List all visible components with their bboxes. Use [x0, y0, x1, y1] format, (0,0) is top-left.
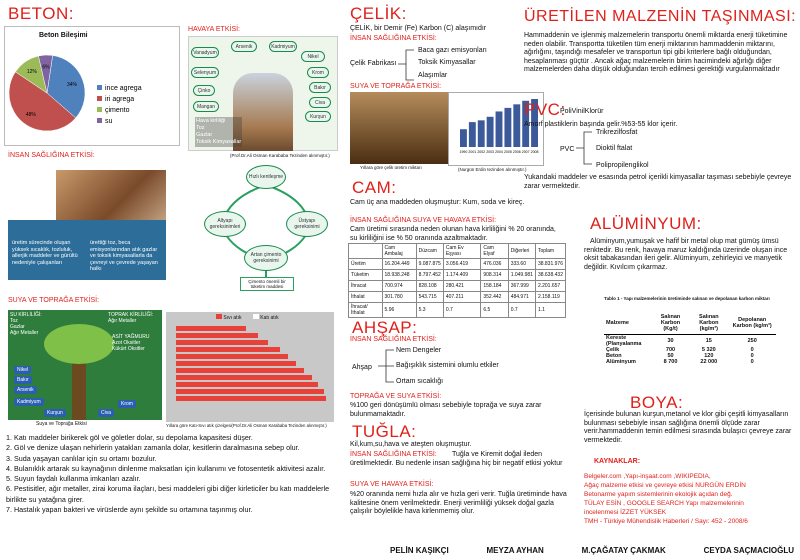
- havaya-item: Nikel: [301, 51, 325, 62]
- tree-leaf: Arsenik: [14, 386, 37, 394]
- tree-leaf: Civa: [98, 409, 114, 417]
- beton-effects-list: [6, 433, 336, 515]
- table-cell: 9.087.875: [416, 259, 443, 270]
- table-cell: 333.60: [508, 259, 535, 270]
- table-cell: 0: [750, 347, 754, 353]
- table-cell: 407.211: [443, 292, 481, 303]
- cam-text: Cam üretimi sırasında neden olunan hava kirliliğini % 20 oranında, su kirliliğini ise % 50 oranında azaltmaktadır.: [350, 226, 556, 242]
- ahsap-title: AHŞAP:: [352, 318, 418, 337]
- celik-item: Toksik Kimyasallar: [418, 59, 476, 66]
- table-cell: 5 320: [701, 347, 716, 353]
- table-cell: Cam Ev Eşyası: [443, 244, 481, 259]
- table-header-cell: Depolanan Karbon (kg/m³): [728, 314, 776, 335]
- celik-bar: [513, 104, 520, 147]
- kaynak-line: TÜLAY ESİN , GOOGLE SEARCH Yapı malzemelerinin: [584, 500, 744, 507]
- table-cell: 828.108: [416, 281, 443, 292]
- list-item: birlikte su yatağına girer.: [6, 494, 84, 504]
- pvc-intro: Amorf plastiklerin başında gelir.%53-55 klor içerir.: [524, 121, 678, 128]
- table-row: [349, 259, 566, 270]
- table-cell: 22 000: [700, 359, 718, 365]
- table-cell: Diğerleri: [508, 244, 535, 259]
- table-cell: 1.049.981: [508, 270, 535, 281]
- celik-bar: [487, 117, 494, 147]
- table-cell: 8 700: [663, 359, 678, 365]
- tasima-title: ÜRETİLEN MALZENİN TAŞINMASI:: [524, 8, 797, 25]
- table-cell: 1.1: [535, 303, 565, 318]
- table-cell: 2.158.119: [535, 292, 565, 303]
- legend-label: iri agrega: [105, 96, 135, 103]
- author: M.ÇAĞATAY ÇAKMAK: [581, 546, 666, 555]
- table-cell: İhracat: [349, 281, 383, 292]
- ahsap-insan-title: İNSAN SAĞLIĞINA ETKİSİ:: [350, 336, 437, 343]
- author: PELİN KAŞIKÇI: [390, 546, 449, 555]
- legend-swatch-white: [253, 314, 259, 319]
- havaya-item: Kadmiyum: [269, 41, 297, 52]
- tugla-intro: Kil,kum,su,hava ve ateşten oluşmuştur.: [350, 441, 472, 448]
- bar: [176, 347, 280, 352]
- celik-tick-label: 2008: [530, 150, 539, 154]
- tugla-insan-title: İNSAN SAĞLIĞINA ETKİSİ:: [350, 451, 437, 458]
- celik-toprak-title: SUYA VE TOPRAĞA ETKİSİ:: [350, 83, 442, 90]
- legend-label: Katı atık: [260, 315, 279, 321]
- table-cell: Beton: [606, 353, 622, 359]
- kaynaklar-title: KAYNAKLAR:: [594, 458, 641, 465]
- tree-caption: Suya ve Toprağa Etkisi: [36, 421, 87, 427]
- celik-item: Alaşımlar: [418, 72, 448, 79]
- pvc-title: PVC:: [524, 100, 566, 119]
- list-item: 5. Suyun faydalı kullanma imkanları azalır.: [6, 474, 141, 484]
- table-cell: 16.204.449: [382, 259, 416, 270]
- bar: [176, 375, 312, 380]
- celik-intro: ÇELİK, bir Demir (Fe) Karbon (C) alaşımıdır: [350, 25, 487, 32]
- legend-swatch: [97, 96, 102, 101]
- table-cell: Kereste (Planyalanma: [606, 335, 642, 347]
- celik-item: Baca gazı emisyonları: [418, 47, 487, 54]
- havaya-item: Bakır: [309, 82, 331, 93]
- legend-swatch: [97, 85, 102, 90]
- list-item: 4. Bulanıklık artarak su kaynağının dinlenme maksatları için kullanımı ve fotosentetik aktivitesi azalır.: [6, 463, 326, 473]
- bar: [176, 340, 268, 345]
- pie-label: 6%: [42, 64, 50, 71]
- bar: [176, 396, 326, 401]
- ahsap-text: %100 geri dönüşümlü olması sebebiyle toprağa ve suya zarar bulunmamaktadır.: [350, 402, 542, 418]
- karbon-table-title: Tablo 1 - Yapı malzemelerinin üretiminde salınan ve depolanan karbon miktarı: [604, 296, 770, 301]
- table-cell: 0.7: [443, 303, 481, 318]
- table-cell: 352.442: [481, 292, 508, 303]
- boya-text: İçerisinde bulunan kurşun,metanol ve klor gibi çeşitli kimyasalların bulunması sebebiyle insan sağlığına önemli ölçüde zarar verir.hammaddenin temin edilmesi sırasında bulaşıcı çevreye zarar vermektedir.: [584, 411, 792, 444]
- bar: [176, 333, 258, 338]
- legend-swatch-red: [216, 314, 222, 319]
- aluminyum-title: ALÜMİNYUM:: [590, 214, 702, 233]
- table-cell: 30: [667, 338, 674, 344]
- celik-bar: [469, 122, 476, 147]
- table-header-cell: Salınan Karbon (Kg/t): [652, 314, 690, 335]
- table-cell: 0: [750, 359, 754, 365]
- insan-box2: ürettiği toz, beca emisyonlarından atık gazlar ve toksik kimyasallarla da çevreyi ve çevrede yaşayan halkı: [90, 240, 158, 272]
- bar: [176, 354, 288, 359]
- pvc-item: Trikrezilfosfat: [596, 129, 638, 136]
- cycle-node: Artan çimento gereksinimi: [244, 245, 288, 271]
- kaynak-line: Ağaç malzeme etkisi ve çevreye etkisi NURGÜN ERDİN: [584, 482, 746, 489]
- list-item: 2. Göl ve denize ulaşan nehirlerin yatakları zamanla dolar, kesitlerin daralmasına sebep olur.: [6, 443, 300, 453]
- authors: [390, 546, 794, 555]
- steel-factory-image: [350, 92, 448, 164]
- tree-leaf: Nikel: [14, 366, 31, 374]
- waste-bar-chart: [166, 312, 334, 422]
- table-cell: 6.5: [481, 303, 508, 318]
- tree-leaf: Bakır: [14, 376, 32, 384]
- cam-intro: Cam üç ana maddeden oluşmuştur: Kum, soda ve kireç.: [350, 199, 525, 206]
- havaya-caption: Hava kirliliği Toz Gazlar Toksik Kimyasallar: [196, 118, 242, 145]
- table-cell: 5.3: [416, 303, 443, 318]
- havaya-item: Mangan: [193, 101, 219, 112]
- table-row: [604, 359, 776, 365]
- celik-bar: [478, 120, 485, 147]
- table-cell: 543.715: [416, 292, 443, 303]
- tree-crown: [44, 324, 114, 364]
- kaynaklar-box: [584, 458, 794, 526]
- toprak-kirliligi: TOPRAK KİRLİLİĞİ: Ağır Metaller: [108, 312, 154, 324]
- table-cell: Alüminyum: [606, 359, 636, 365]
- legend-label: ince agrega: [105, 85, 142, 92]
- cam-table: [348, 243, 566, 318]
- celik-tick-label: 2004: [495, 150, 503, 154]
- celik-tick-label: 2006: [512, 150, 521, 154]
- celik-brace: [396, 46, 416, 84]
- kaynak-line: Belgeler.com ,Yapı-inşaat.com ,WIKIPEDIA,: [584, 473, 711, 480]
- pvc-text: Yukandaki maddeler ve esasında petrol içerikli kimyasallar taşıması sebebiyle çevreye zarar vermektedir.: [524, 174, 792, 190]
- author: MEYZA AYHAN: [486, 546, 544, 555]
- havaya-item: Arsenik: [231, 41, 257, 52]
- table-header-row: [604, 314, 776, 335]
- kaynak-line: Betonarme yapım sistemlerinin ekolojik açıdan değ.: [584, 491, 733, 498]
- table-cell: [349, 244, 383, 259]
- havaya-title: HAVAYA ETKİSİ:: [188, 26, 240, 33]
- celik-tick-label: 2002: [477, 150, 486, 154]
- asit-yagmuru: ASİT YAĞMURU Azot Oksitler Kükürt Oksitler: [112, 334, 150, 352]
- table-row: [349, 270, 566, 281]
- cycle-node: Hızlı kentleşme: [246, 165, 286, 189]
- table-row: [349, 281, 566, 292]
- table-cell: 158.184: [481, 281, 508, 292]
- su-kirliligi: SU KİRLİLİĞİ: Toz Gazlar Ağır Metaller: [10, 312, 42, 336]
- list-item: 3. Suda yaşayan canlılar için su ortamı bozulur.: [6, 453, 157, 463]
- table-row: [349, 303, 566, 318]
- table-cell: Toplam: [535, 244, 565, 259]
- celik-tick-label: 2001: [468, 150, 477, 154]
- havaya-item: Kurşun: [305, 111, 331, 122]
- legend-label: çimento: [105, 107, 130, 114]
- cement-factory-image: [56, 170, 166, 220]
- table-cell: Üretim: [349, 259, 383, 270]
- tugla-insan-text: Tuğla ve Kiremit doğal ileden üretilmektedir. Bu nedenle insan sağlığına hiç bir negatif etkisi yoktur: [350, 451, 563, 467]
- table-cell: Cam Elyaf: [481, 244, 508, 259]
- pie-svg: [5, 45, 181, 145]
- beton-title: BETON:: [8, 4, 74, 23]
- table-cell: 280.421: [443, 281, 481, 292]
- table-cell: 0: [750, 353, 754, 359]
- celik-tick-label: 1990: [459, 150, 468, 154]
- table-cell: 908.314: [481, 270, 508, 281]
- beton-toprak-title: SUYA VE TOPRAĞA ETKİSİ:: [8, 297, 100, 304]
- table-cell: 3.056.419: [443, 259, 481, 270]
- beton-pie-chart: [4, 26, 180, 146]
- list-item: 1. Katı maddeler birikerek göl ve göletler dolar, su depolama kapasitesi düşer.: [6, 433, 253, 442]
- table-header-cell: Malzeme: [604, 314, 652, 335]
- pie-label: 12%: [26, 69, 37, 76]
- table-cell: 476.036: [481, 259, 508, 270]
- havaya-item: Vanadyum: [191, 47, 219, 58]
- table-row: [349, 292, 566, 303]
- cycle-footer: Çimento önemli bir tüketim maddesi: [240, 277, 294, 291]
- list-item: 6. Pestisitler, ağır metaller, zirai koruma ilaçları, besi maddeleri gibi diğer kirleticiler bu katı maddelerle: [6, 484, 330, 494]
- pvc-center: PVC: [560, 146, 575, 153]
- table-cell: 250: [747, 338, 757, 344]
- ahsap-center: Ahşap: [352, 364, 372, 371]
- ahsap-item: Ortam sıcaklığı: [396, 378, 444, 385]
- bar: [176, 368, 304, 373]
- insan-boxes: [8, 220, 166, 280]
- insan-box1: üretim sürecinde oluşan yüksek sıcaklık, tozluluk, allerjik maddeler ve gürültü nedeniyle çalışanları: [12, 240, 78, 266]
- tree-leaf: Kadmiyum: [14, 398, 44, 406]
- table-cell: 2.201.657: [535, 281, 565, 292]
- celik-insan-title: İNSAN SAĞLIĞINA ETKİSİ:: [350, 35, 437, 42]
- havaya-source: (Prof.Dr.Ali Osman Karababa Tezinden alınmıştır.): [230, 153, 330, 158]
- table-cell: İhracat/İthalat: [349, 303, 383, 318]
- table-row: [604, 335, 776, 348]
- tugla-hava-text: %20 oranında nemi hızla alır ve hızla geri verir. Tuğla üretiminde hava kalitesine önem verilmektedir. Enerji verimliliği yüksek doğal gazla çalışılır böylelikle hava kirlenmemiş olur.: [350, 491, 567, 515]
- legend-label: Sıvı atık: [223, 315, 242, 321]
- table-cell: 0.7: [508, 303, 535, 318]
- legend-label: su: [105, 118, 113, 125]
- celik-tick-label: 2003: [486, 150, 495, 154]
- havaya-item: Krom: [307, 67, 329, 78]
- tugla-hava-title: SUYA VE HAVAYA ETKİSİ:: [350, 481, 434, 488]
- pvc-item: Dioktil ftalat: [596, 145, 633, 152]
- havaya-item: Çinko: [193, 85, 215, 96]
- table-cell: Cam Ambalaj: [382, 244, 416, 259]
- table-cell: İthalat: [349, 292, 383, 303]
- table-cell: 700.974: [382, 281, 416, 292]
- cycle-diagram: [196, 165, 336, 295]
- tree-leaf: Krom: [118, 400, 136, 408]
- table-cell: Tüketim: [349, 270, 383, 281]
- havaya-diagram: [188, 36, 338, 151]
- celik-bar: [460, 129, 467, 147]
- havaya-item: Selenyum: [191, 67, 219, 78]
- table-row: [349, 244, 566, 259]
- cycle-node: Üstyapı gereksinimi: [286, 211, 328, 237]
- table-cell: 5.96: [382, 303, 416, 318]
- table-cell: 38.638.432: [535, 270, 565, 281]
- table-cell: 301.780: [382, 292, 416, 303]
- ahsap-brace: [376, 346, 396, 386]
- ahsap-item: Nem Dengeler: [396, 347, 442, 354]
- table-header-cell: Salınan Karbon (kg/m³): [689, 314, 728, 335]
- table-cell: 1.174.409: [443, 270, 481, 281]
- celik-chart-source: (Nurgün Erdin tezinden alınmıştır.): [458, 167, 527, 172]
- table-cell: 15: [705, 338, 712, 344]
- tree-leaf: Kurşun: [44, 409, 66, 417]
- bar: [176, 361, 296, 366]
- bar: [176, 326, 246, 331]
- bar-legend: [216, 314, 279, 321]
- table-cell: 8.797.452: [416, 270, 443, 281]
- celik-tick-label: 2005: [503, 150, 512, 154]
- beton-insan-title: İNSAN SAĞLIĞINA ETKİSİ:: [8, 152, 95, 159]
- celik-chart-caption: Yıllara göre çelik üretim miktarı: [360, 165, 422, 170]
- havaya-item: Civa: [309, 97, 331, 108]
- tugla-title: TUĞLA:: [352, 422, 417, 441]
- pvc-brace: [576, 128, 594, 168]
- cam-title: CAM:: [352, 178, 397, 197]
- pvc-item: Polipropilenglikol: [596, 162, 649, 169]
- waste-bars: [176, 326, 328, 401]
- table-cell: 120: [704, 353, 714, 359]
- legend-swatch: [97, 118, 102, 123]
- celik-bar: [504, 108, 511, 147]
- pie-title: Beton Bileşimi: [39, 32, 88, 39]
- karbon-table: [604, 314, 776, 365]
- bar-caption: Yıllara göre Katı-Sıvı atık çizelgesi(Prof.Dr.Ali Osman Karababa Tezinden alınmıştır.): [166, 423, 327, 428]
- legend-swatch: [97, 107, 102, 112]
- bar: [176, 389, 324, 394]
- aluminyum-text: Alüminyum,yumuşak ve hafif bir metal olup mat gümüş ümsü renktedir. Bu renk, havaya maruz kaldığında üzerinde oluşan ince oksit tabakasından ileri gelir. Alüminyum, zehirleyici ve manyetik değildir. Kıvılcım çıkarmaz.: [584, 238, 788, 271]
- kaynaklar-list: [584, 472, 794, 526]
- table-cell: 484.971: [508, 292, 535, 303]
- tree-diagram: [8, 310, 162, 420]
- pvc-subtitle: PoliVinilKlorür: [560, 108, 604, 115]
- table-cell: 367.999: [508, 281, 535, 292]
- table-cell: 38.831.976: [535, 259, 565, 270]
- kaynak-line: TMH - Türkiye Mühendislik Haberleri / Sayı: 452 - 2008/6: [584, 518, 748, 525]
- table-cell: Düzcam: [416, 244, 443, 259]
- pie-label: 34%: [66, 81, 77, 88]
- ahsap-toprak-title: TOPRAĞA VE SUYA ETKİSİ:: [350, 393, 442, 400]
- cycle-node: Altyapı gereksinimleri: [204, 211, 246, 237]
- ahsap-item: Bağışıklık sistemini olumlu etkiler: [396, 362, 499, 369]
- boya-title: BOYA:: [630, 393, 684, 412]
- table-cell: 18.938.248: [382, 270, 416, 281]
- celik-title: ÇELİK:: [350, 4, 407, 23]
- cam-insan-title: İNSAN SAĞLIĞINA SUYA VE HAVAYA ETKİSİ:: [350, 217, 497, 224]
- author: CEYDA SAÇMACIOĞLU: [703, 546, 794, 555]
- celik-tick-label: 2007: [521, 150, 530, 154]
- table-cell: Çelik: [606, 347, 620, 353]
- bar: [176, 382, 318, 387]
- tasima-text: Hammaddenin ve işlenmiş malzemelerin transportu önemli miktarda enerji tüketimine neden olabilir. Transportta tüketilen tüm enerji miktarının hammaddenin miktarını, ağırlığını, taşındığı mesafeler ve transportun tipi gibi kriterlere bağlı olduğundan, hesaplanması güçtür . Ancak ağaç malzemelerin birim hacimindeki ağırlığı diğer malzemelerden daha düşük olduğundan tercih edilmesi gerektiği vurgulanmaktadır: [524, 32, 788, 73]
- pie-label: 48%: [25, 112, 36, 119]
- table-cell: 700: [665, 347, 676, 353]
- celik-fabrika: Çelik Fabrikası: [350, 60, 397, 67]
- celik-bar: [496, 111, 503, 147]
- list-item: 7. Hastalık yapan bakteri ve virüslerde aynı şekilde su ortamına taşınmış olur.: [6, 505, 253, 515]
- kaynak-line: incelenmesi İZZET YÜKSEK: [584, 509, 667, 516]
- table-cell: 50: [667, 353, 674, 359]
